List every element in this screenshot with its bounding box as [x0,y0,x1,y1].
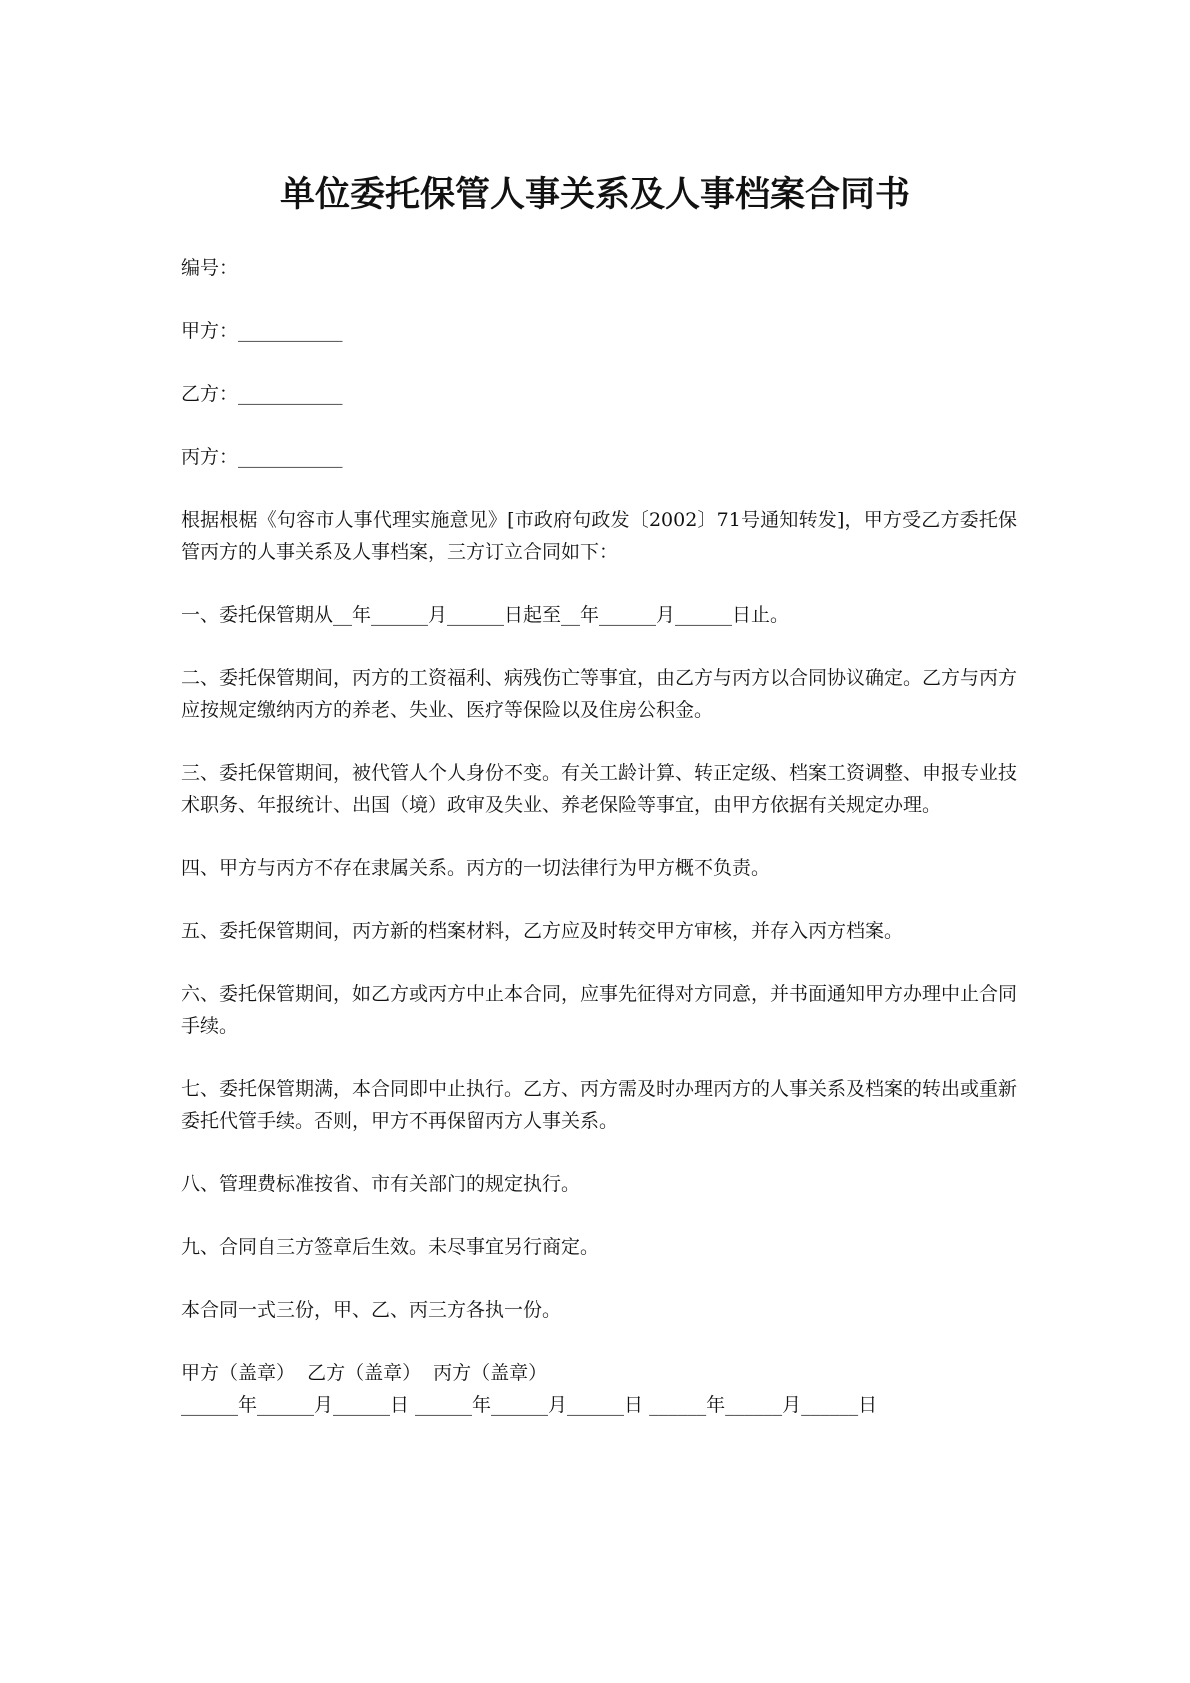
clause-3: 三、委托保管期间，被代管人个人身份不变。有关工龄计算、转正定级、档案工资调整、申报专业技术职务、年报统计、出国（境）政审及失业、养老保险等事宜，由甲方依据有关规定办理。 [181,762,1018,816]
intro-paragraph: 根据根椐《句容市人事代理实施意见》[市政府句政发〔2002〕71号通知转发]，甲方受乙方委托保管丙方的人事关系及人事档案，三方订立合同如下： [181,509,1017,563]
contract-number-field: 编号： [181,257,239,279]
copies-statement: 本合同一式三份，甲、乙、丙三方各执一份。 [181,1299,562,1321]
clause-2: 二、委托保管期间，丙方的工资福利、病残伤亡等事宜，由乙方与丙方以合同协议确定。乙方与丙方应按规定缴纳丙方的养老、失业、医疗等保险以及住房公积金。 [181,667,1018,721]
clause-8: 八、管理费标准按省、市有关部门的规定执行。 [181,1173,581,1195]
clause-5: 五、委托保管期间，丙方新的档案材料，乙方应及时转交甲方审核，并存入丙方档案。 [181,920,904,942]
clause-1: 一、委托保管期从__年______月______日起至__年______月______日止。 [181,604,790,626]
document-body [181,252,1017,1421]
signature-labels: 甲方（盖章） 乙方（盖章） 丙方（盖章） [181,1362,548,1384]
signature-dates: ______年______月______日 ______年______月______日 ______年______月______日 [181,1394,878,1416]
clause-6: 六、委托保管期间，如乙方或丙方中止本合同，应事先征得对方同意，并书面通知甲方办理中止合同手续。 [181,983,1018,1037]
clause-7: 七、委托保管期满，本合同即中止执行。乙方、丙方需及时办理丙方的人事关系及档案的转出或重新委托代管手续。否则，甲方不再保留丙方人事关系。 [181,1078,1018,1132]
party-a-field: 甲方：___________ [181,320,343,342]
clause-9: 九、合同自三方签章后生效。未尽事宜另行商定。 [181,1236,600,1258]
party-b-field: 乙方：___________ [181,383,343,405]
clause-4: 四、甲方与丙方不存在隶属关系。丙方的一切法律行为甲方概不负责。 [181,857,771,879]
document-title: 单位委托保管人事关系及人事档案合同书 [279,174,910,215]
party-c-field: 丙方：___________ [181,446,343,468]
signature-block [181,1357,1017,1421]
